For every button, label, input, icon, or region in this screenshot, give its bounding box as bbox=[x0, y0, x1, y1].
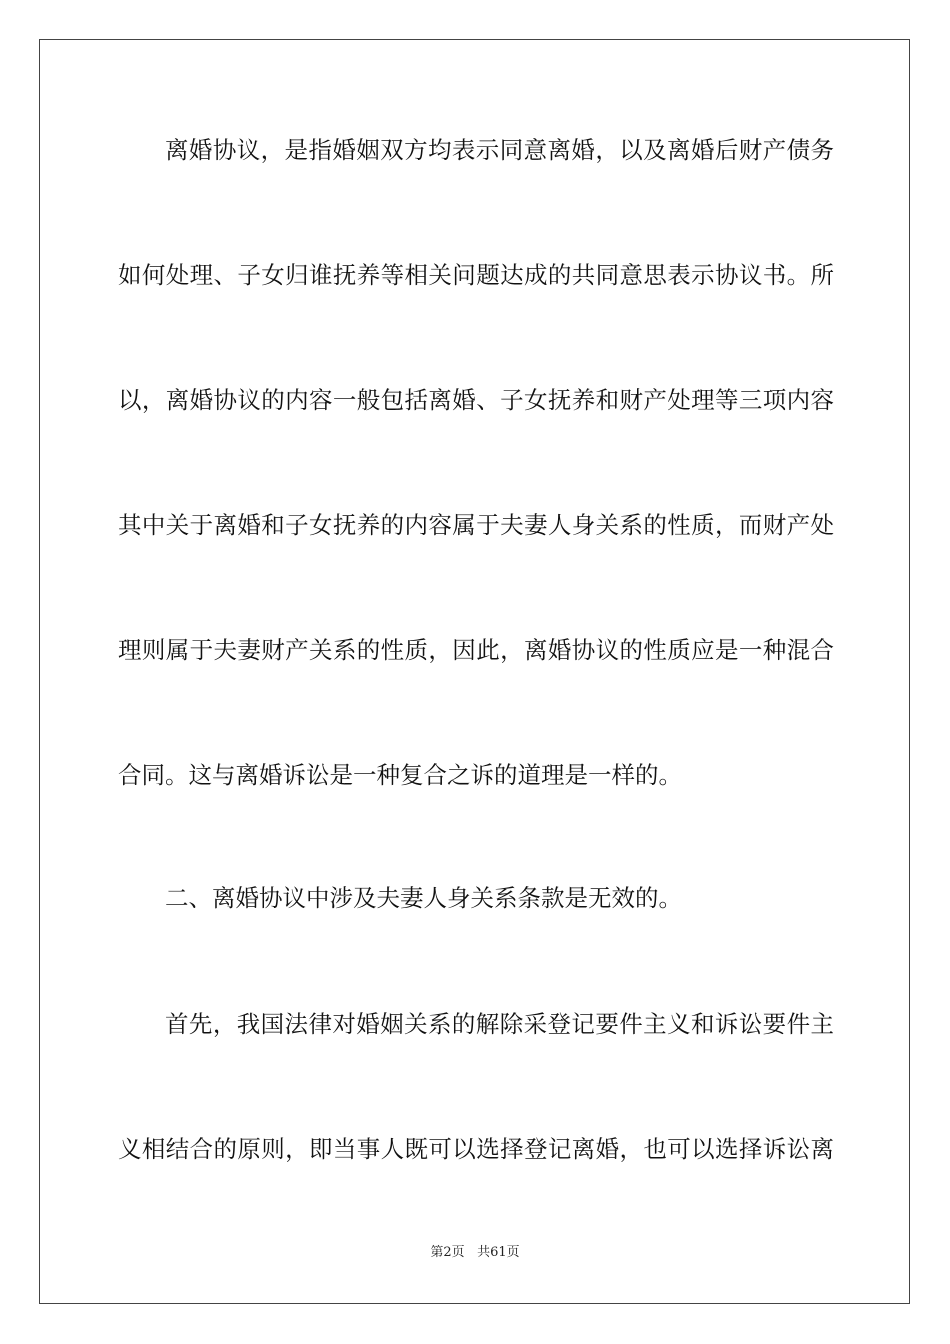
paragraph-line-3: 以，离婚协议的内容一般包括离婚、子女抚养和财产处理等三项内容 bbox=[118, 386, 834, 414]
page-total: 共61页 bbox=[477, 1245, 520, 1260]
page-number: 第2页 bbox=[430, 1245, 465, 1260]
paragraph-line-6: 合同。这与离婚诉讼是一种复合之诉的道理是一样的。 bbox=[118, 761, 682, 789]
paragraph-line-2: 如何处理、子女归谁抚养等相关问题达成的共同意思表示协议书。所 bbox=[118, 261, 834, 289]
page-border bbox=[39, 39, 910, 1304]
paragraph-line-4: 其中关于离婚和子女抚养的内容属于夫妻人身关系的性质，而财产处 bbox=[118, 511, 834, 539]
section-heading: 二、离婚协议中涉及夫妻人身关系条款是无效的。 bbox=[165, 884, 682, 912]
paragraph-line-8: 义相结合的原则，即当事人既可以选择登记离婚，也可以选择诉讼离 bbox=[118, 1135, 834, 1163]
paragraph-line-5: 理则属于夫妻财产关系的性质，因此，离婚协议的性质应是一种混合 bbox=[118, 636, 834, 664]
paragraph-line-1: 离婚协议，是指婚姻双方均表示同意离婚，以及离婚后财产债务 bbox=[165, 136, 834, 164]
paragraph-line-7: 首先，我国法律对婚姻关系的解除采登记要件主义和诉讼要件主 bbox=[165, 1010, 834, 1038]
page-footer bbox=[0, 1244, 950, 1262]
